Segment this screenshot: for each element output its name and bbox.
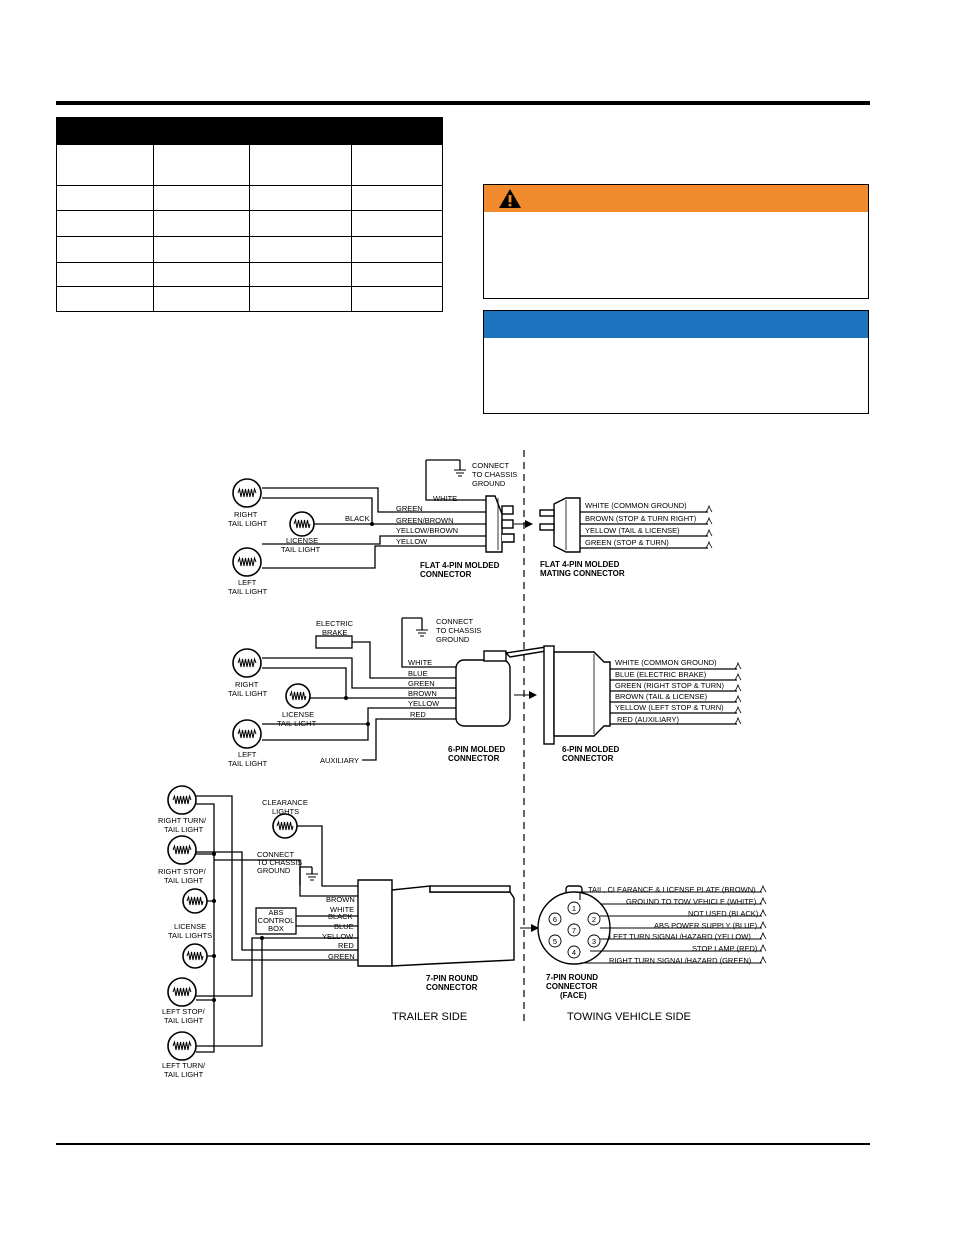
wire-label: BLUE [408,669,428,678]
lamp-filament-icon [168,786,196,814]
vehicle-wire-label: NOT USED (BLACK) [688,909,759,918]
notice-header [484,311,868,338]
pin-number: 6 [552,915,558,924]
trailer-side-label: TRAILER SIDE [392,1011,468,1023]
vehicle-wire-label: RIGHT TURN SIGNAL/HAZARD (GREEN) [609,956,752,965]
vehicle-wire-label: GROUND TO TOW VEHICLE (WHITE) [626,897,757,906]
table-header-bar [57,118,442,145]
header-rule [56,101,870,105]
wire-label: WHITE [433,494,458,503]
ground-symbol-icon [454,470,466,476]
left-tail-light-label: LEFT TAIL LIGHT [228,750,268,768]
seven-pin-section [158,786,766,1079]
connector-face-label: 7-PIN ROUND CONNECTOR (FACE) [546,973,599,1000]
wire-label: RED [338,941,354,950]
warning-triangle-icon [498,188,522,209]
vehicle-wire-label: BROWN (TAIL & LICENSE) [615,692,708,701]
left-stop-light-label: LEFT STOP/ TAIL LIGHT [162,1007,205,1025]
wire-label: BROWN [326,895,355,904]
wire-label: YELLOW [322,932,354,941]
license-lights-label: LICENSE TAIL LIGHTS [168,922,213,940]
vehicle-wire-label: YELLOW (LEFT STOP & TURN) [615,703,724,712]
lamp-filament-icon [233,548,261,576]
connector-label: 7-PIN ROUND CONNECTOR [426,974,479,992]
wiring-diagram [0,440,954,1100]
mating-connector-label: FLAT 4-PIN MOLDED MATING CONNECTOR [540,560,625,578]
left-tail-light-label: LEFT TAIL LIGHT [228,578,268,596]
electric-brake-label: ELECTRIC BRAKE [316,619,354,637]
wire-label: GREEN/BROWN [396,516,454,525]
pin-number: 2 [591,915,597,924]
black-wire-label: BLACK [345,514,370,523]
wire-label: BROWN [408,689,437,698]
wire-label: GREEN [396,504,423,513]
lamp-filament-icon [233,479,261,507]
connector-label: 6-PIN MOLDED CONNECTOR [448,745,506,763]
notice-box [483,310,869,414]
lamp-filament-icon [168,978,196,1006]
lamp-filament-icon [168,836,196,864]
left-turn-light-label: LEFT TURN/ TAIL LIGHT [162,1061,206,1079]
abs-box-label: ABS CONTROL BOX [257,908,295,933]
ground-note: CONNECT TO CHASSIS GROUND [472,461,518,488]
lamp-filament-icon [183,889,207,913]
pin-number: 7 [571,926,577,935]
vehicle-wire-label: ABS POWER SUPPLY (BLUE) [654,921,758,930]
pin-number: 5 [552,937,558,946]
right-turn-light-label: RIGHT TURN/ TAIL LIGHT [158,816,207,834]
vehicle-wire-label: STOP LAMP (RED) [692,944,758,953]
auxiliary-label: AUXILIARY [320,756,360,765]
vehicle-wire-label: TAIL, CLEARANCE & LICENSE PLATE (BROWN) [588,885,756,894]
vehicle-wire-label: WHITE (COMMON GROUND) [585,501,687,510]
ground-note: CONNECT TO CHASSIS GROUND [257,850,303,875]
ground-note: CONNECT TO CHASSIS GROUND [436,617,482,644]
lamp-filament-icon [290,512,314,536]
wire-label: YELLOW/BROWN [396,526,459,535]
ground-symbol-icon [416,630,428,636]
ground-symbol-icon [306,874,318,880]
pin-number: 3 [591,937,597,946]
mating-connector-label: 6-PIN MOLDED CONNECTOR [562,745,620,763]
wire-label: WHITE [408,658,433,667]
pin-number: 4 [571,948,577,957]
pin-number: 1 [571,904,577,913]
warning-box [483,184,869,299]
lamp-filament-icon [233,720,261,748]
right-tail-light-label: RIGHT TAIL LIGHT [228,510,268,528]
wire-label: YELLOW [396,537,428,546]
vehicle-wire-label: YELLOW (TAIL & LICENSE) [585,526,680,535]
vehicle-wire-label: BLUE (ELECTRIC BRAKE) [615,670,707,679]
wire-label: BLUE [334,922,354,931]
right-stop-light-label: RIGHT STOP/ TAIL LIGHT [158,867,206,885]
footer-rule [56,1143,870,1145]
lamp-filament-icon [168,1032,196,1060]
six-pin-section [228,617,741,768]
four-pin-section [228,460,712,596]
towing-vehicle-side-label: TOWING VEHICLE SIDE [567,1011,691,1023]
vehicle-wire-label: BROWN (STOP & TURN RIGHT) [585,514,697,523]
wire-label: RED [410,710,426,719]
license-tail-light-label: LICENSE TAIL LIGHT [281,536,321,554]
wire-label: WHITE [330,905,355,914]
wire-label: GREEN [408,679,435,688]
vehicle-wire-label: WHITE (COMMON GROUND) [615,658,717,667]
wire-label: BLACK [328,912,353,921]
license-tail-light-label: LICENSE TAIL LIGHT [277,710,317,728]
warning-header [484,185,868,212]
vehicle-wire-label: RED (AUXILIARY) [617,715,679,724]
vehicle-wire-label: GREEN (STOP & TURN) [585,538,669,547]
vehicle-wire-label: LEFT TURN SIGNAL/HAZARD (YELLOW) [609,932,751,941]
lamp-filament-icon [273,814,297,838]
wire-label: GREEN [328,952,355,961]
clearance-lights-label: CLEARANCE LIGHTS [262,798,308,816]
connector-label: FLAT 4-PIN MOLDED CONNECTOR [420,561,500,579]
right-tail-light-label: RIGHT TAIL LIGHT [228,680,268,698]
spec-table [56,117,443,312]
lamp-filament-icon [233,649,261,677]
vehicle-wire-label: GREEN (RIGHT STOP & TURN) [615,681,725,690]
lamp-filament-icon [183,944,207,968]
lamp-filament-icon [286,684,310,708]
wire-label: YELLOW [408,699,440,708]
